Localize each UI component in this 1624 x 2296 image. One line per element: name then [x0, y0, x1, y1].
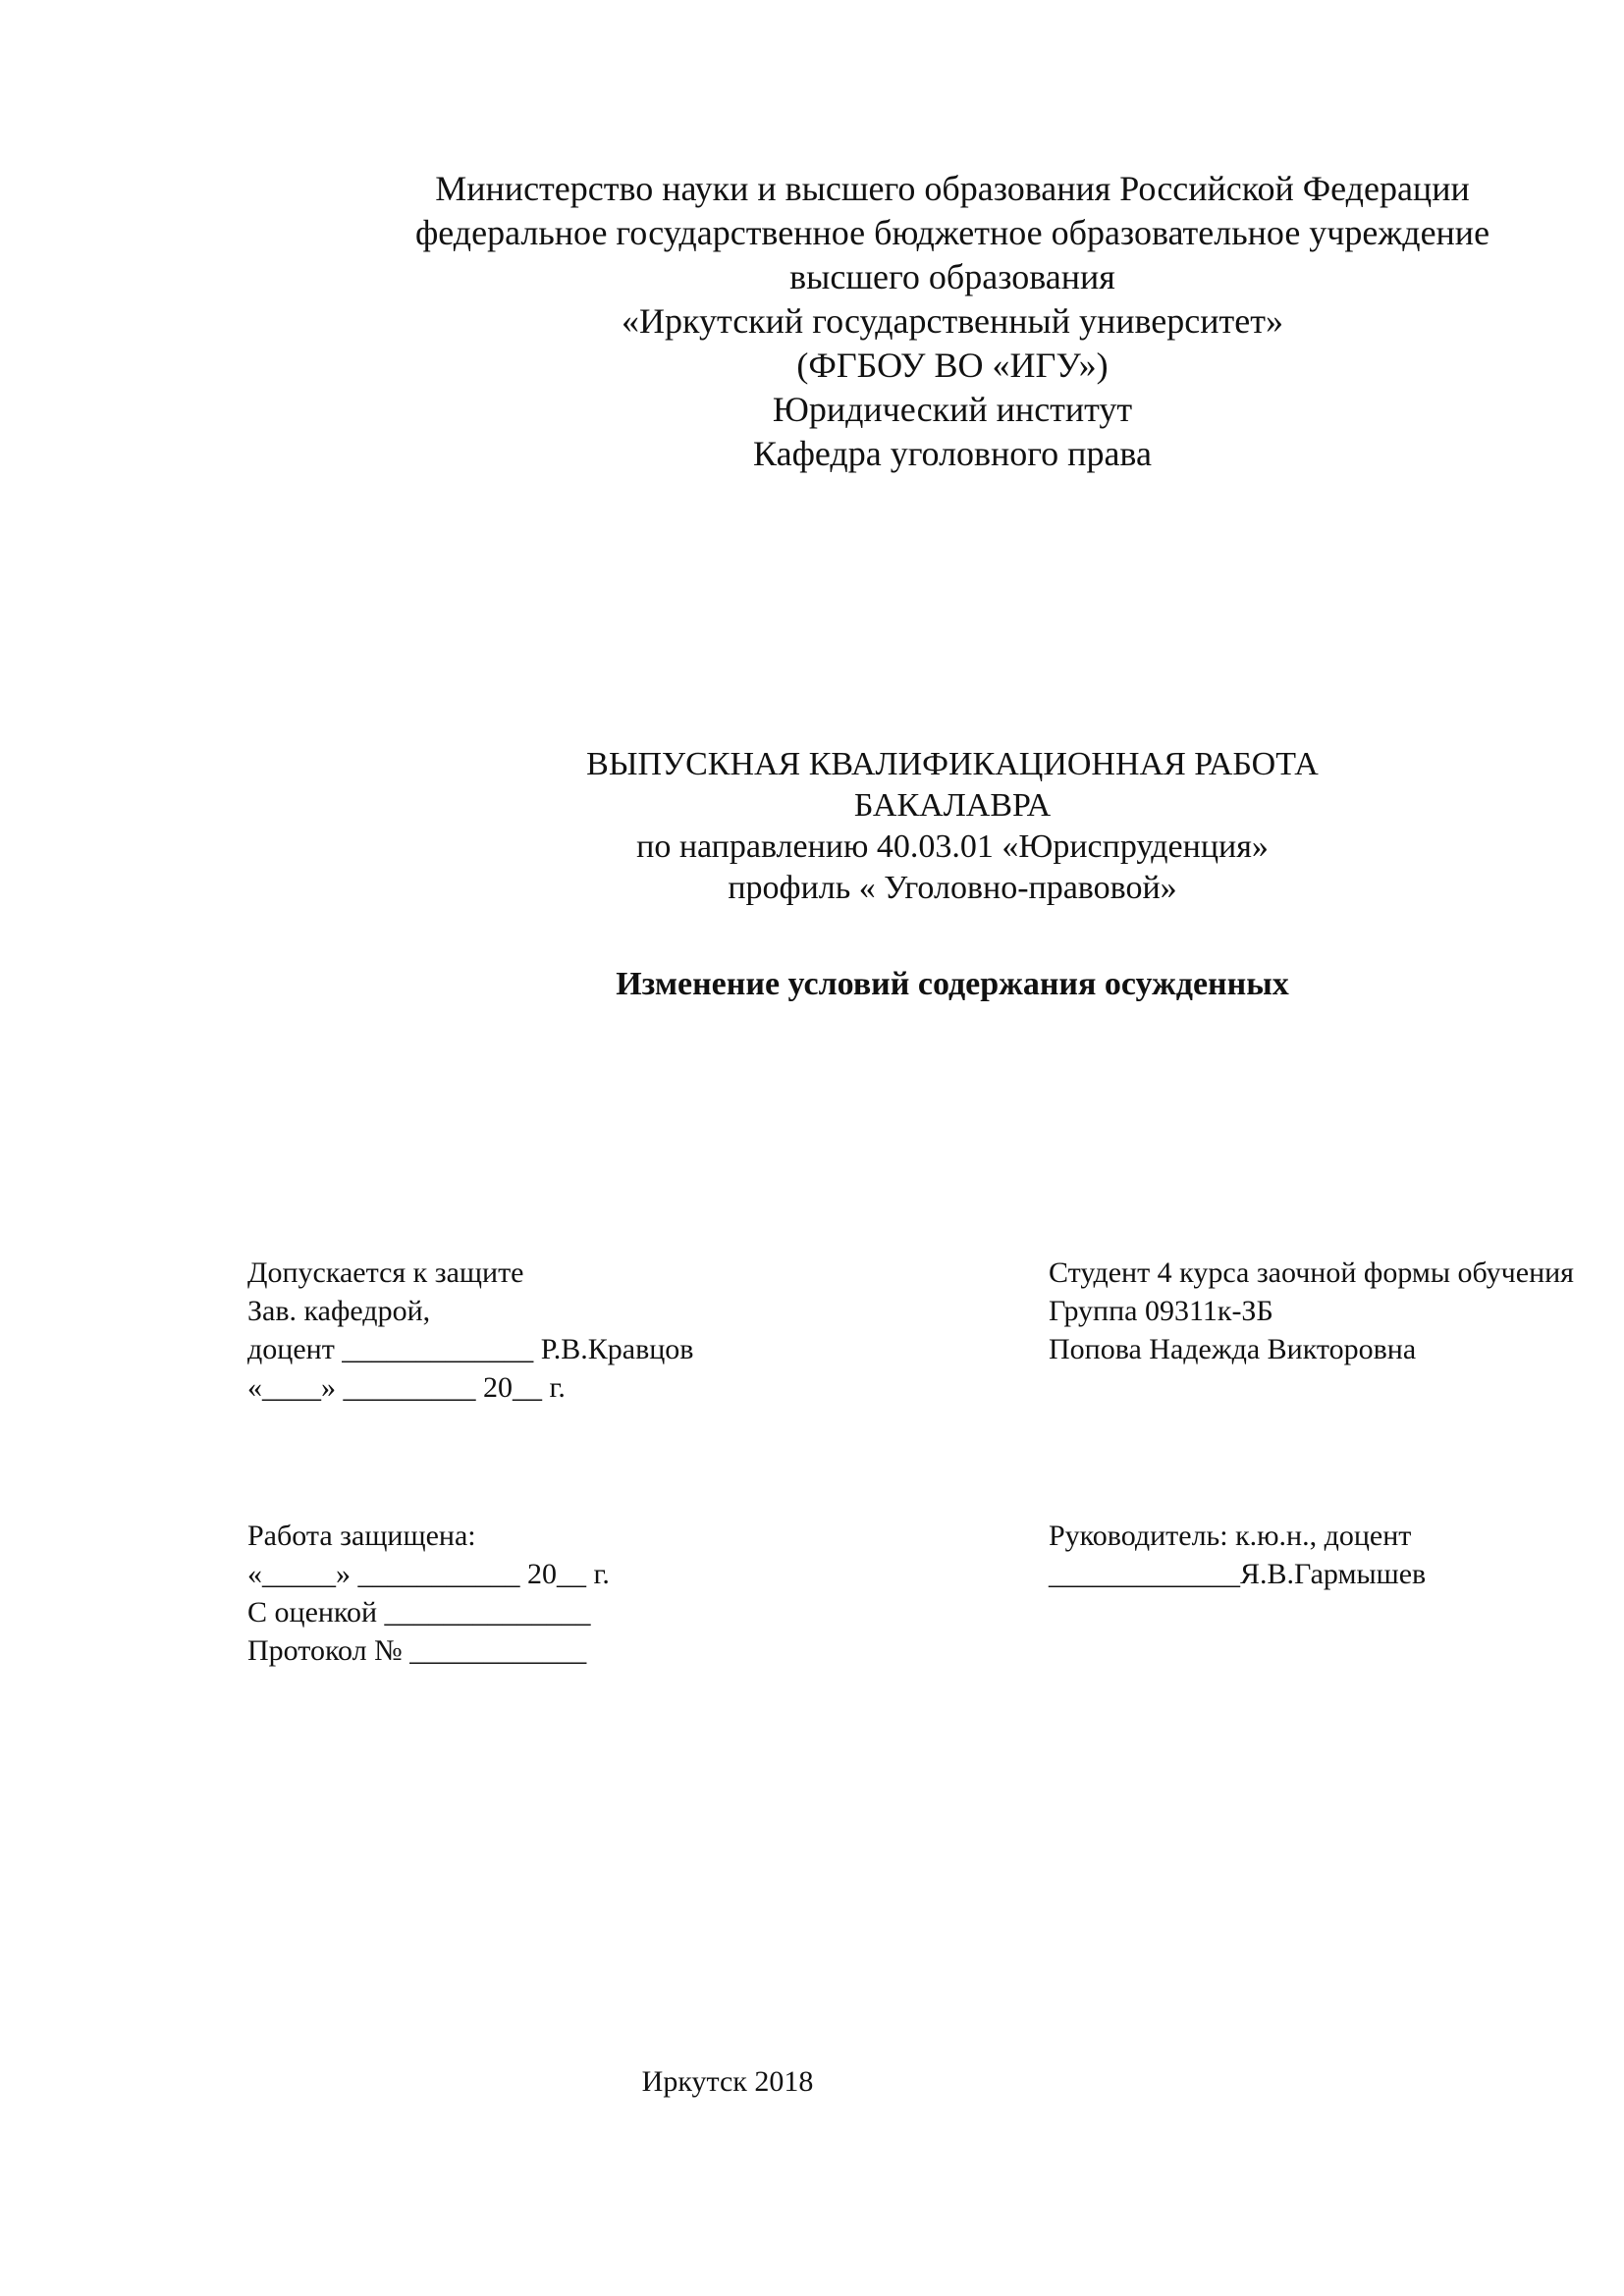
ministry-name: Министерство науки и высшего образования Российской Федерации: [435, 169, 1470, 208]
header-block: [363, 167, 1542, 476]
work-type-line2: БАКАЛАВРА: [853, 787, 1052, 824]
admission-line: «____» _________ 20__ г.: [247, 1371, 566, 1404]
admission-line: Зав. кафедрой,: [247, 1295, 431, 1327]
study-direction: по направлению 40.03.01 «Юриспруденция»: [636, 828, 1269, 865]
institute-name: Юридический институт: [772, 390, 1133, 429]
student-line: Студент 4 курса заочной формы обучения: [1049, 1256, 1574, 1289]
footer-block: [0, 2062, 1624, 2101]
defense-line: Работа защищена:: [247, 1520, 476, 1552]
thesis-title: Изменение условий содержания осужденных: [616, 966, 1289, 1002]
defense-line: Протокол № ____________: [247, 1634, 587, 1667]
supervisor-line: Руководитель: к.ю.н., доцент: [1049, 1520, 1412, 1552]
education-level: высшего образования: [789, 257, 1115, 296]
supervisor-line: _____________Я.В.Гармышев: [1049, 1558, 1427, 1590]
work-type-line1: ВЫПУСКНАЯ КВАЛИФИКАЦИОННАЯ РАБОТА: [586, 746, 1319, 782]
admission-block: [247, 1254, 693, 1407]
department-name: Кафедра уголовного права: [753, 434, 1152, 473]
study-profile: профиль « Уголовно-правовой»: [728, 870, 1177, 906]
city-year: Иркутск 2018: [641, 2065, 814, 2098]
work-type-block: [363, 744, 1542, 909]
admission-line: Допускается к защите: [247, 1256, 524, 1289]
defense-block: [247, 1517, 610, 1670]
student-line: Группа 09311к-ЗБ: [1049, 1295, 1273, 1327]
university-abbreviation: (ФГБОУ ВО «ИГУ»): [796, 346, 1109, 385]
defense-line: «_____» ___________ 20__ г.: [247, 1558, 610, 1590]
institution-type: федеральное государственное бюджетное образовательное учреждение: [414, 213, 1490, 252]
student-line: Попова Надежда Викторовна: [1049, 1333, 1417, 1365]
admission-line: доцент _____________ Р.В.Кравцов: [247, 1333, 694, 1365]
supervisor-block: [1049, 1517, 1426, 1593]
university-name: «Иркутский государственный университет»: [622, 301, 1283, 341]
defense-line: С оценкой ______________: [247, 1596, 591, 1629]
student-block: [1049, 1254, 1574, 1368]
